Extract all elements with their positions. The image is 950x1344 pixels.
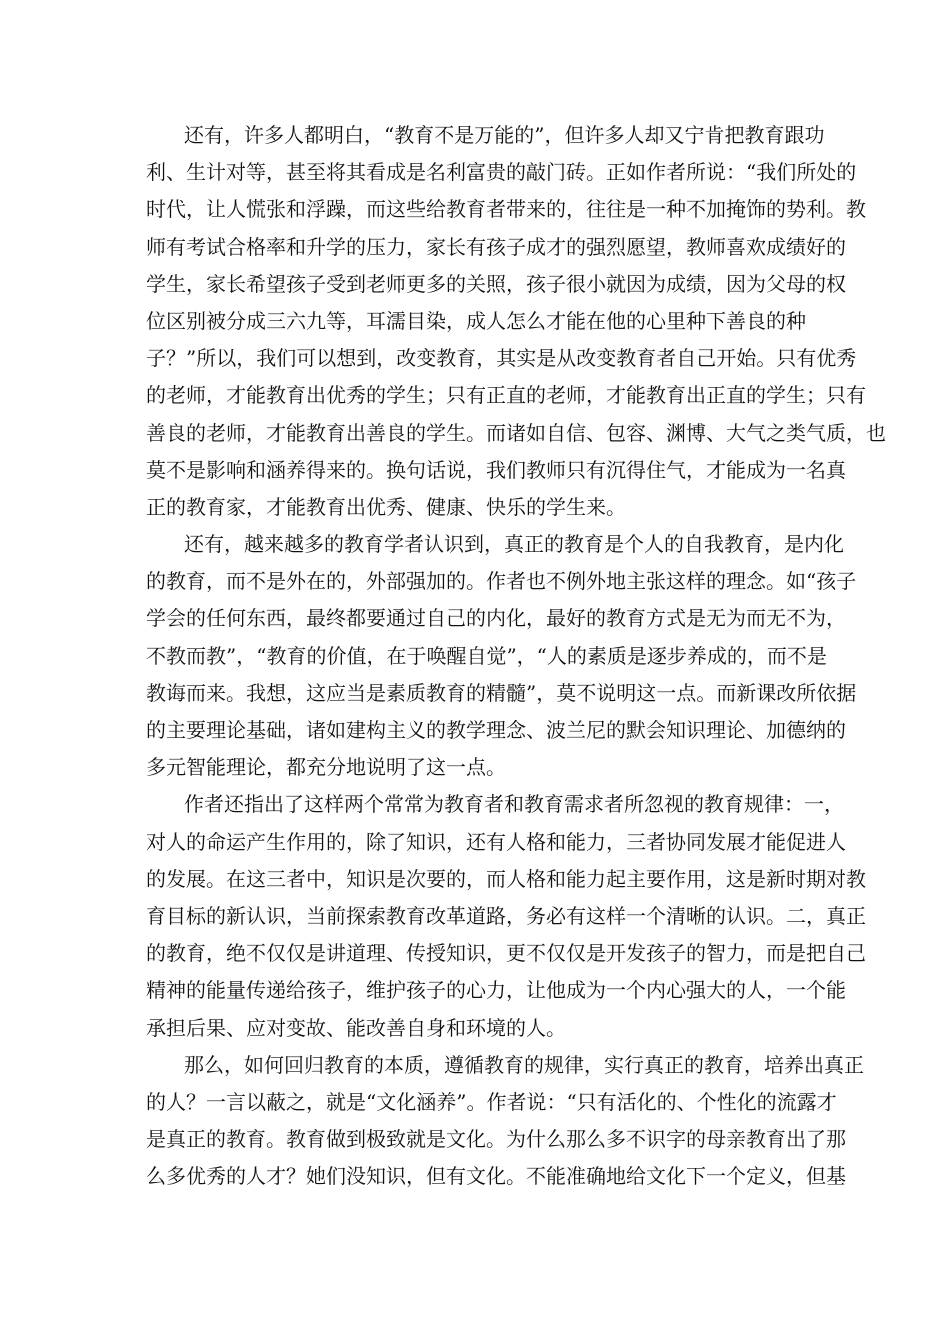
paragraph bbox=[146, 526, 857, 786]
paragraph-line: 学生，家长希望孩子受到老师更多的关照，孩子很小就因为成绩，因为父母的权 bbox=[146, 271, 846, 296]
paragraph-line: 教诲而来。我想，这应当是素质教育的精髓”，莫不说明这一点。而新课改所依据 bbox=[146, 680, 857, 705]
paragraph-line: 还有，越来越多的教育学者认识到，真正的教育是个人的自我教育，是内化 bbox=[184, 532, 844, 557]
article-body bbox=[146, 117, 886, 1195]
paragraph-line: 的主要理论基础，诸如建构主义的教学理念、波兰尼的默会知识理论、加德纳的 bbox=[146, 718, 846, 742]
paragraph-line: 善良的老师，才能教育出善良的学生。而诸如自信、包容、渊博、大气之类气质，也 bbox=[146, 420, 886, 445]
paragraph-line: 精神的能量传递给孩子，维护孩子的心力，让他成为一个内心强大的人，一个能 bbox=[146, 978, 846, 1003]
paragraph-line: 那么，如何回归教育的本质，遵循教育的规律，实行真正的教育，培养出真正 bbox=[184, 1052, 864, 1077]
paragraph-line: 的教育，绝不仅仅是讲道理、传授知识，更不仅仅是开发孩子的智力，而是把自己 bbox=[146, 941, 866, 966]
paragraph-line: 的教育，而不是外在的，外部强加的。作者也不例外地主张这样的理念。如“孩子 bbox=[146, 569, 857, 594]
paragraph-line: 的老师，才能教育出优秀的学生；只有正直的老师，才能教育出正直的学生；只有 bbox=[146, 383, 866, 408]
paragraph-line: 承担后果、应对变故、能改善自身和环境的人。 bbox=[146, 1015, 566, 1040]
paragraph-line: 子？”所以，我们可以想到，改变教育，其实是从改变教育者自己开始。只有优秀 bbox=[146, 346, 857, 371]
paragraph-line: 作者还指出了这样两个常常为教育者和教育需求者所忽视的教育规律：一， bbox=[184, 792, 844, 817]
paragraph-line: 的人？一言以蔽之，就是“文化涵养”。作者说：“只有活化的、个性化的流露才 bbox=[146, 1089, 837, 1114]
paragraph-line: 还有，许多人都明白，“教育不是万能的”，但许多人却又宁肯把教育跟功 bbox=[184, 123, 825, 147]
paragraph-line: 莫不是影响和涵养得来的。换句话说，我们教师只有沉得住气，才能成为一名真 bbox=[146, 457, 846, 482]
paragraph bbox=[146, 117, 886, 526]
paragraph-line: 利、生计对等，甚至将其看成是名利富贵的敲门砖。正如作者所说：“我们所处的 bbox=[146, 160, 857, 185]
paragraph-line: 位区别被分成三六九等，耳濡目染，成人怎么才能在他的心里种下善良的种 bbox=[146, 308, 806, 333]
paragraph-line: 么多优秀的人才？她们没知识，但有文化。不能准确地给文化下一个定义，但基 bbox=[146, 1164, 846, 1189]
paragraph-line: 的发展。在这三者中，知识是次要的，而人格和能力起主要作用，这是新时期对教 bbox=[146, 866, 866, 891]
paragraph-line: 是真正的教育。教育做到极致就是文化。为什么那么多不识字的母亲教育出了那 bbox=[146, 1127, 846, 1152]
paragraph-line: 正的教育家，才能教育出优秀、健康、快乐的学生来。 bbox=[146, 494, 626, 519]
paragraph-line: 师有考试合格率和升学的压力，家长有孩子成才的强烈愿望，教师喜欢成绩好的 bbox=[146, 234, 846, 259]
paragraph-line: 育目标的新认识，当前探索教育改革道路，务必有这样一个清晰的认识。二，真正 bbox=[146, 903, 866, 928]
paragraph-line: 时代，让人慌张和浮躁，而这些给教育者带来的，往往是一种不加掩饰的势利。教 bbox=[146, 197, 866, 222]
paragraph-line: 多元智能理论，都充分地说明了这一点。 bbox=[146, 755, 506, 780]
paragraph bbox=[146, 786, 866, 1046]
paragraph-line: 学会的任何东西，最终都要通过自己的内化，最好的教育方式是无为而无不为， bbox=[146, 606, 846, 631]
paragraph-line: 不教而教”，“教育的价值，在于唤醒自觉”，“人的素质是逐步养成的，而不是 bbox=[146, 643, 827, 668]
paragraph-line: 对人的命运产生作用的，除了知识，还有人格和能力，三者协同发展才能促进人 bbox=[146, 829, 846, 854]
paragraph bbox=[146, 1047, 864, 1196]
